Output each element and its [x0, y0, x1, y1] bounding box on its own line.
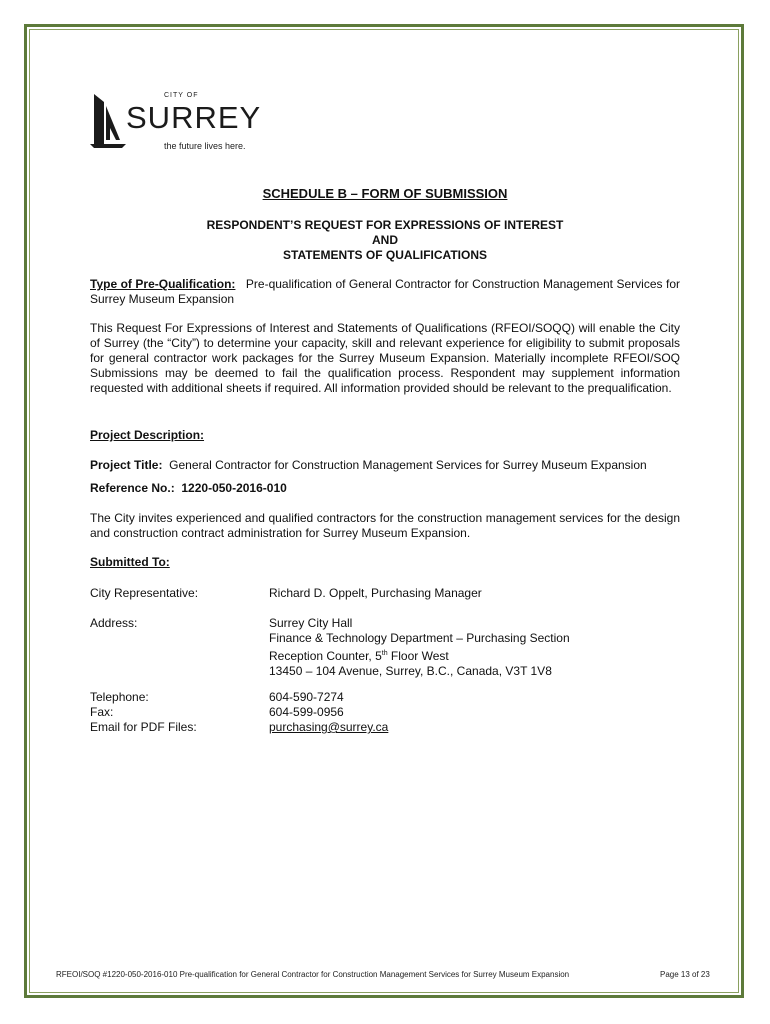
project-description-heading: Project Description:: [90, 428, 205, 442]
submitted-to-heading: Submitted To:: [90, 555, 170, 569]
address-line-2: Finance & Technology Department – Purchasing Section: [269, 631, 570, 645]
reference-label: Reference No.:: [90, 481, 175, 495]
address-line-4: 13450 – 104 Avenue, Surrey, B.C., Canada, V3T 1V8: [269, 664, 552, 678]
type-of-prequalification: [90, 277, 680, 307]
reference-row: [90, 481, 287, 495]
fax-label: Fax:: [90, 705, 114, 719]
fax-value: 604-599-0956: [269, 705, 344, 719]
heading-line-1: RESPONDENT’S REQUEST FOR EXPRESSIONS OF INTEREST: [206, 218, 564, 232]
page-number: Page 13 of 23: [660, 970, 710, 979]
city-of-surrey-logo: [90, 92, 260, 156]
footer-text: RFEOI/SOQ #1220-050-2016-010 Pre-qualification for General Contractor for Construction Management Services for Surrey Museum Expansion: [56, 970, 570, 979]
project-title-row: [90, 458, 647, 472]
address-label: Address:: [90, 616, 138, 630]
address-block: [269, 616, 570, 679]
project-title-value: General Contractor for Construction Management Services for Surrey Museum Expansion: [169, 458, 647, 472]
heading-line-2: AND: [372, 233, 398, 247]
address-line-1: Surrey City Hall: [269, 616, 353, 630]
telephone-label: Telephone:: [90, 690, 149, 704]
logo-name: SURREY: [126, 100, 262, 135]
email-label: Email for PDF Files:: [90, 720, 197, 734]
project-title-label: Project Title:: [90, 458, 163, 472]
email-link[interactable]: purchasing@surrey.ca: [269, 720, 389, 734]
type-text: Pre-qualification of General Contractor for Construction Management Services for Surrey Museum Expansion: [90, 277, 680, 306]
rep-label: City Representative:: [90, 586, 199, 600]
reference-value: 1220-050-2016-010: [181, 481, 287, 495]
telephone-value: 604-590-7274: [269, 690, 344, 704]
intro-paragraph: This Request For Expressions of Interest and Statements of Qualifications (RFEOI/SOQQ) will enable the City of Surrey (the “City”) to determine your capacity, skill and relevant experience for eligibility to submit proposals for general contractor work packages for the Surrey Museum Expansion. Materially incomplete RFEOI/SOQ Submissions may be deemed to fail the qualification process. Respondent may supplement information requested with additional sheets if required. All information provided should be relevant to the prequalification.: [90, 321, 680, 395]
heading-line-3: STATEMENTS OF QUALIFICATIONS: [283, 248, 487, 262]
address-line-3: Reception Counter, 5th Floor West: [269, 649, 449, 663]
sail-icon: [90, 92, 130, 148]
type-label: Type of Pre-Qualification:: [90, 277, 236, 291]
invite-paragraph: The City invites experienced and qualified contractors for the construction management services for the design and construction contract administration for Surrey Museum Expansion.: [90, 511, 680, 540]
rep-value: Richard D. Oppelt, Purchasing Manager: [269, 586, 482, 600]
schedule-title: SCHEDULE B – FORM OF SUBMISSION: [262, 186, 508, 201]
logo-tagline: the future lives here.: [164, 141, 246, 151]
logo-city-of: CITY OF: [164, 92, 199, 99]
